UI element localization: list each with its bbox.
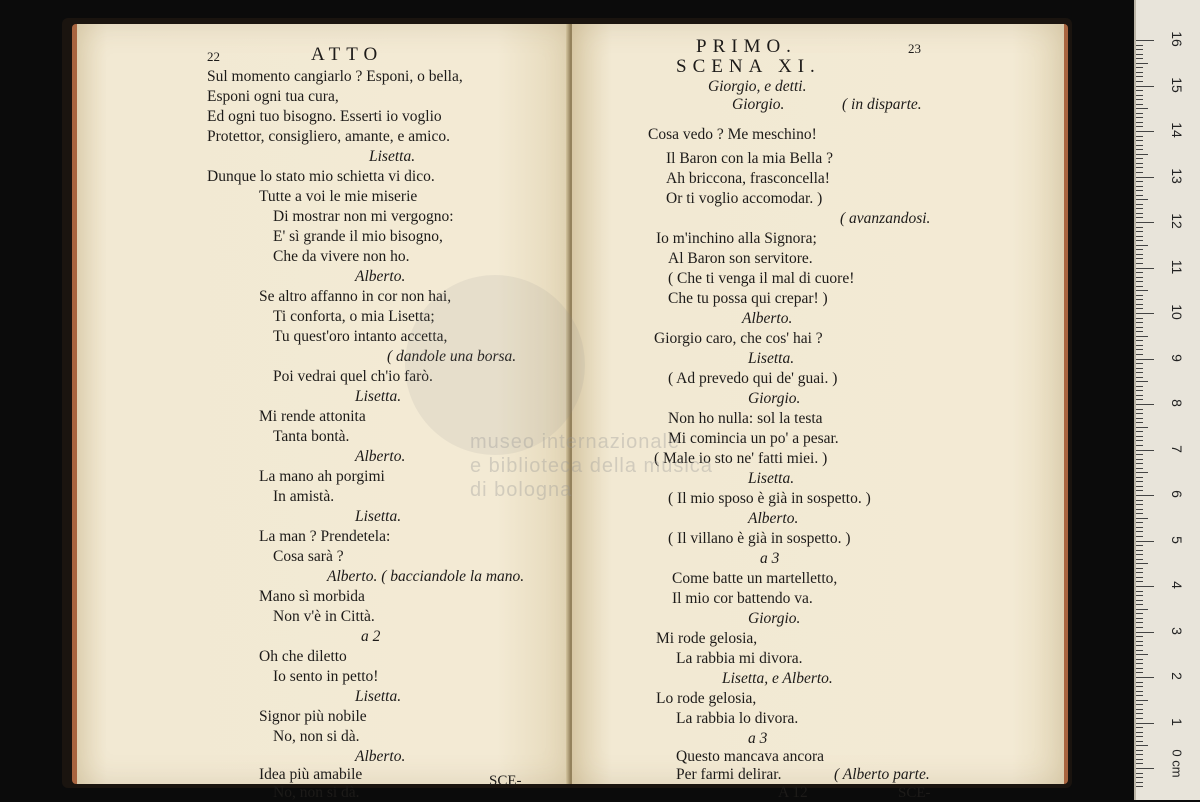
ruler-tick <box>1136 349 1143 350</box>
ruler-tick <box>1136 536 1143 537</box>
ruler-tick <box>1136 773 1143 774</box>
ruler-tick <box>1136 377 1143 378</box>
ruler-tick <box>1136 268 1154 269</box>
ruler-tick <box>1136 40 1154 41</box>
speaker-name: Lisetta. <box>748 350 795 367</box>
ruler-tick <box>1136 727 1143 728</box>
ruler-tick <box>1136 645 1143 646</box>
ruler-tick <box>1136 777 1143 778</box>
text-line: Dunque lo stato mio schietta vi dico. <box>207 168 435 185</box>
ruler-tick <box>1136 186 1143 187</box>
ruler-tick <box>1136 126 1143 127</box>
ruler-tick <box>1136 167 1143 168</box>
watermark-logo <box>405 275 585 455</box>
ruler-number: 11 <box>1169 259 1185 274</box>
watermark-line: di bologna <box>470 479 573 501</box>
ruler-tick <box>1136 472 1148 473</box>
text-line: Tu quest'oro intanto accetta, <box>273 328 448 345</box>
text-line: Mano sì morbida <box>259 588 365 605</box>
text-line: Non v'è in Città. <box>273 608 375 625</box>
ruler-tick <box>1136 495 1154 496</box>
ruler-tick <box>1136 559 1143 560</box>
text-line: Protettor, consigliero, amante, e amico. <box>207 128 450 145</box>
ruler-tick <box>1136 500 1143 501</box>
ruler-number: 9 <box>1169 353 1185 362</box>
ruler-tick <box>1136 422 1143 423</box>
ruler-tick <box>1136 450 1154 451</box>
ruler-tick <box>1136 682 1143 683</box>
ruler-tick <box>1136 154 1148 155</box>
text-line: Sul momento cangiarlo ? Esponi, o bella, <box>207 68 463 85</box>
ruler-tick <box>1136 768 1154 769</box>
ruler-tick <box>1136 95 1143 96</box>
speaker-name: Alberto. <box>355 748 406 765</box>
text-line: ( Ad prevedo qui de' guai. ) <box>668 370 838 387</box>
ruler-tick <box>1136 213 1143 214</box>
ruler-tick <box>1136 363 1143 364</box>
ruler-number: 10 <box>1169 304 1185 320</box>
ruler-number: 5 <box>1169 535 1185 544</box>
text-line: Tanta bontà. <box>273 428 350 445</box>
text-line: Cosa sarà ? <box>273 548 344 565</box>
ruler-tick <box>1136 440 1143 441</box>
text-line: Ed ogni tuo bisogno. Esserti io voglio <box>207 108 442 125</box>
ruler-tick <box>1136 390 1143 391</box>
ruler-tick <box>1136 249 1143 250</box>
ruler-tick <box>1136 595 1143 596</box>
ruler-tick <box>1136 145 1143 146</box>
ruler-tick <box>1136 372 1143 373</box>
text-line: ( Male io sto ne' fatti miei. ) <box>654 450 828 467</box>
ruler-tick <box>1136 345 1143 346</box>
ruler-tick <box>1136 604 1143 605</box>
ruler-tick <box>1136 331 1143 332</box>
right-running-head: PRIMO. <box>696 36 797 57</box>
text-line: Per farmi delirar. <box>676 766 782 783</box>
ruler-tick <box>1136 99 1143 100</box>
ruler-tick <box>1136 691 1143 692</box>
ruler-tick <box>1136 663 1143 664</box>
stage-direction: Giorgio, e detti. <box>708 78 807 95</box>
ruler-tick <box>1136 531 1143 532</box>
ruler-tick <box>1136 308 1143 309</box>
ruler-tick <box>1136 336 1148 337</box>
ruler-tick <box>1136 481 1143 482</box>
ruler-tick <box>1136 327 1143 328</box>
text-line: Ah briccona, frasconcella! <box>666 170 830 187</box>
ruler-number: 15 <box>1169 76 1185 93</box>
ruler-tick <box>1136 490 1143 491</box>
text-line: ( Il villano è già in sospetto. ) <box>668 530 851 547</box>
ruler-tick <box>1136 81 1143 82</box>
ruler-tick <box>1136 222 1154 223</box>
speaker-name: Lisetta. <box>748 470 795 487</box>
speaker-name: Giorgio. <box>732 96 785 113</box>
text-line: Lo rode gelosia, <box>656 690 757 707</box>
ruler-tick <box>1136 509 1143 510</box>
ruler-tick <box>1136 468 1143 469</box>
ruler-tick <box>1136 90 1143 91</box>
right-page-number: 23 <box>908 41 921 56</box>
left-page-number: 22 <box>207 49 220 64</box>
text-line: Poi vedrai quel ch'io farò. <box>273 368 433 385</box>
speaker-name: Lisetta. <box>369 148 416 165</box>
ruler-tick <box>1136 554 1143 555</box>
ruler-tick <box>1136 204 1143 205</box>
speaker-name: Alberto. <box>355 448 406 465</box>
ruler-tick <box>1136 113 1143 114</box>
ruler-tick <box>1136 49 1143 50</box>
text-line: In amistà. <box>273 488 335 505</box>
ruler-tick <box>1136 86 1154 87</box>
ruler-tick <box>1136 181 1143 182</box>
ruler-tick <box>1136 709 1143 710</box>
signature-mark: A 12 <box>778 784 808 801</box>
ruler-tick <box>1136 782 1143 783</box>
ruler-tick <box>1136 399 1143 400</box>
stage-direction: ( in disparte. <box>842 96 922 113</box>
speaker-name: Lisetta. <box>355 388 402 405</box>
ruler-tick <box>1136 76 1143 77</box>
ruler-tick <box>1136 240 1143 241</box>
ruler-tick <box>1136 404 1154 405</box>
ruler-tick <box>1136 104 1143 105</box>
ruler-tick <box>1136 277 1143 278</box>
ruler-tick <box>1136 477 1143 478</box>
ensemble-marker: a 2 <box>361 628 381 645</box>
ruler-tick <box>1136 195 1143 196</box>
ruler-number: 7 <box>1169 444 1185 453</box>
text-line: Cosa vedo ? Me meschino! <box>648 126 817 143</box>
ruler-tick <box>1136 140 1143 141</box>
speaker-name: Giorgio. <box>748 390 801 407</box>
ruler-tick <box>1136 686 1143 687</box>
ruler-tick <box>1136 672 1143 673</box>
ruler-tick <box>1136 286 1143 287</box>
text-line: Se altro affanno in cor non hai, <box>259 288 452 305</box>
ruler-tick <box>1136 718 1143 719</box>
ruler-tick <box>1136 227 1143 228</box>
ruler-number: 2 <box>1169 672 1185 680</box>
text-line: Io m'inchino alla Signora; <box>656 230 817 247</box>
ruler-tick <box>1136 581 1143 582</box>
ruler-tick <box>1136 632 1154 633</box>
text-line: Mi comincia un po' a pesar. <box>668 430 839 447</box>
ruler-tick <box>1136 72 1143 73</box>
ruler-tick <box>1136 190 1143 191</box>
ruler-tick <box>1136 163 1143 164</box>
left-running-head: ATTO <box>311 44 384 65</box>
text-line: Al Baron son servitore. <box>668 250 813 267</box>
ruler-tick <box>1136 295 1143 296</box>
text-line: La mano ah porgimi <box>259 468 385 485</box>
ruler-number: 8 <box>1169 399 1185 407</box>
ruler-tick <box>1136 272 1143 273</box>
text-line: E' sì grande il mio bisogno, <box>273 228 443 245</box>
ruler-tick <box>1136 577 1143 578</box>
ruler-tick <box>1136 654 1148 655</box>
speaker-name: Alberto. <box>355 268 406 285</box>
ruler-tick <box>1136 63 1148 64</box>
ruler-tick <box>1136 668 1143 669</box>
ruler-tick <box>1136 609 1148 610</box>
right-catchword: SCE- <box>898 785 931 801</box>
ruler-number: 1 <box>1169 717 1185 726</box>
ruler-tick <box>1136 550 1143 551</box>
text-line: Come batte un martelletto, <box>672 570 838 587</box>
ruler-tick <box>1136 158 1143 159</box>
ruler-tick <box>1136 750 1143 751</box>
ruler-tick <box>1136 54 1143 55</box>
ruler-tick <box>1136 463 1143 464</box>
left-catchword: SCE- <box>489 773 522 789</box>
ruler-tick <box>1136 136 1143 137</box>
ruler-tick <box>1136 741 1143 742</box>
ruler-tick <box>1136 245 1148 246</box>
ruler-tick <box>1136 736 1143 737</box>
ruler-tick <box>1136 208 1143 209</box>
ruler-tick <box>1136 454 1143 455</box>
ruler-tick <box>1136 445 1143 446</box>
ruler-tick <box>1136 290 1148 291</box>
ruler-tick <box>1136 613 1143 614</box>
right-page <box>572 24 1068 801</box>
ruler-tick <box>1136 418 1143 419</box>
text-line: Mi rende attonita <box>259 408 366 425</box>
text-line: Che da vivere non ho. <box>273 248 410 265</box>
speaker-name: Giorgio. <box>748 610 801 627</box>
measuring-ruler <box>1134 0 1200 800</box>
ruler-tick <box>1136 518 1148 519</box>
ruler-tick <box>1136 254 1143 255</box>
ruler-tick <box>1136 368 1143 369</box>
ruler-tick <box>1136 45 1143 46</box>
ruler-unit: 0 cm <box>1169 749 1185 778</box>
text-line: No, non si dà. <box>273 728 360 745</box>
ruler-number: 3 <box>1169 626 1185 635</box>
ruler-tick <box>1136 677 1154 678</box>
ruler-tick <box>1136 322 1143 323</box>
text-line: ( Il mio sposo è già in sospetto. ) <box>668 490 871 507</box>
ruler-number: 16 <box>1169 31 1185 47</box>
text-line: Signor più nobile <box>259 708 367 725</box>
ruler-tick <box>1136 759 1143 760</box>
ruler-tick <box>1136 563 1148 564</box>
ruler-tick <box>1136 545 1143 546</box>
text-line: Che tu possa qui crepar! ) <box>668 290 828 307</box>
ruler-tick <box>1136 117 1143 118</box>
text-line: Ti conforta, o mia Lisetta; <box>273 308 435 325</box>
ruler-tick <box>1136 541 1154 542</box>
ruler-tick <box>1136 299 1143 300</box>
ruler-tick <box>1136 436 1143 437</box>
ruler-tick <box>1136 763 1143 764</box>
ruler-number: 4 <box>1169 581 1185 589</box>
ruler-tick <box>1136 568 1143 569</box>
ruler-number: 6 <box>1169 490 1185 498</box>
speaker-name: Lisetta, e Alberto. <box>722 670 833 687</box>
ruler-tick <box>1136 586 1154 587</box>
ruler-tick <box>1136 636 1143 637</box>
ruler-tick <box>1136 395 1143 396</box>
ruler-tick <box>1136 700 1148 701</box>
ruler-tick <box>1136 354 1143 355</box>
ruler-tick <box>1136 313 1154 314</box>
ruler-tick <box>1136 217 1143 218</box>
text-line: Questo mancava ancora <box>676 748 825 765</box>
ruler-tick <box>1136 786 1143 787</box>
ruler-tick <box>1136 431 1143 432</box>
ruler-number: 14 <box>1169 122 1185 138</box>
text-line: La rabbia mi divora. <box>676 650 803 667</box>
ruler-tick <box>1136 486 1143 487</box>
text-line: Mi rode gelosia, <box>656 630 758 647</box>
ruler-tick <box>1136 318 1143 319</box>
text-line: ( Che ti venga il mal di cuore! <box>668 270 855 287</box>
stage-direction: ( dandole una borsa. <box>387 348 517 365</box>
ruler-tick <box>1136 67 1143 68</box>
ruler-tick <box>1136 572 1143 573</box>
text-line: Il mio cor battendo va. <box>672 590 813 607</box>
ruler-tick <box>1136 527 1143 528</box>
ruler-tick <box>1136 427 1148 428</box>
ruler-tick <box>1136 236 1143 237</box>
text-line: Io sento in petto! <box>273 668 379 685</box>
text-line: Oh che diletto <box>259 648 347 665</box>
scene-title: SCENA XI. <box>676 56 821 77</box>
ruler-tick <box>1136 459 1143 460</box>
text-line: Esponi ogni tua cura, <box>207 88 339 105</box>
ruler-tick <box>1136 340 1143 341</box>
ruler-tick <box>1136 754 1143 755</box>
ruler-tick <box>1136 522 1143 523</box>
ruler-tick <box>1136 413 1143 414</box>
ruler-tick <box>1136 618 1143 619</box>
text-line: Idea più amabile <box>259 766 363 783</box>
ruler-tick <box>1136 177 1154 178</box>
ensemble-marker: a 3 <box>760 550 780 567</box>
text-line: La man ? Prendetela: <box>259 528 391 545</box>
speaker-name: Alberto. <box>742 310 793 327</box>
ruler-tick <box>1136 622 1143 623</box>
ruler-tick <box>1136 504 1143 505</box>
ruler-number: 12 <box>1169 213 1185 229</box>
ruler-tick <box>1136 713 1143 714</box>
text-line: Di mostrar non mi vergogno: <box>273 208 454 225</box>
ruler-tick <box>1136 745 1148 746</box>
library-watermark <box>470 430 713 502</box>
ruler-tick <box>1136 231 1143 232</box>
ruler-tick <box>1136 704 1143 705</box>
ruler-tick <box>1136 386 1143 387</box>
stage-direction: ( avanzandosi. <box>840 210 931 227</box>
ruler-tick <box>1136 513 1143 514</box>
ruler-tick <box>1136 281 1143 282</box>
speaker-name: Lisetta. <box>355 508 402 525</box>
ruler-tick <box>1136 591 1143 592</box>
ruler-tick <box>1136 359 1154 360</box>
ruler-tick <box>1136 641 1143 642</box>
ruler-tick <box>1136 409 1143 410</box>
ruler-number: 13 <box>1169 167 1185 184</box>
ruler-tick <box>1136 695 1143 696</box>
speaker-name: Lisetta. <box>355 688 402 705</box>
watermark-line: museo internazionale <box>470 431 681 453</box>
text-line: Il Baron con la mia Bella ? <box>666 150 833 167</box>
ruler-tick <box>1136 304 1143 305</box>
ruler-tick <box>1136 263 1143 264</box>
stage-direction: ( Alberto parte. <box>834 766 930 783</box>
ruler-tick <box>1136 199 1148 200</box>
text-line: Giorgio caro, che cos' hai ? <box>654 330 823 347</box>
ruler-tick <box>1136 732 1143 733</box>
ruler-tick <box>1136 627 1143 628</box>
speaker-name: Alberto. <box>748 510 799 527</box>
ruler-tick <box>1136 258 1143 259</box>
ensemble-marker: a 3 <box>748 730 768 747</box>
ruler-tick <box>1136 659 1143 660</box>
text-line: Non ho nulla: sol la testa <box>668 410 823 427</box>
stage-direction: Alberto. ( bacciandole la mano. <box>327 568 525 585</box>
ruler-tick <box>1136 108 1148 109</box>
text-line: La rabbia lo divora. <box>676 710 799 727</box>
ruler-tick <box>1136 723 1154 724</box>
text-line: No, non si dà. <box>273 784 360 801</box>
text-line: Or ti voglio accomodar. ) <box>666 190 823 207</box>
text-line: Tutte a voi le mie miserie <box>259 188 418 205</box>
ruler-tick <box>1136 58 1143 59</box>
watermark-line: e biblioteca della musica <box>470 455 713 477</box>
ruler-tick <box>1136 172 1143 173</box>
ruler-tick <box>1136 149 1143 150</box>
ruler-tick <box>1136 122 1143 123</box>
ruler-tick <box>1136 381 1148 382</box>
ruler-tick <box>1136 600 1143 601</box>
ruler-tick <box>1136 650 1143 651</box>
ruler-tick <box>1136 131 1154 132</box>
